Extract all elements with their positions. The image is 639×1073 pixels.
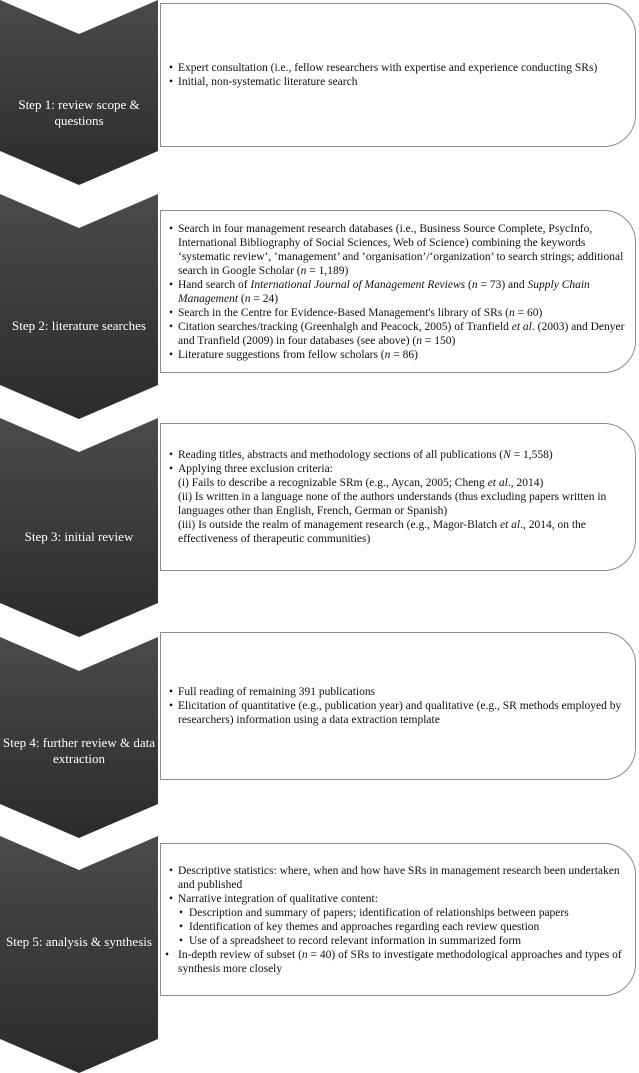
italic-text: Supply Chain Management	[178, 278, 590, 305]
text-segment: Full reading of remaining 391 publications	[178, 686, 376, 698]
text-segment: Citation searches/tracking (Greenhalgh and Peacock, 2005) of Tranfield	[178, 320, 512, 333]
text-segment: Use of a spreadsheet to record relevant information in summarized form	[189, 934, 522, 947]
italic-text: et al	[487, 477, 508, 489]
step-4-list	[169, 685, 627, 727]
text-segment: Literature suggestions from fellow scholars (	[178, 348, 385, 361]
text-segment: (i) Fails to describe a recognizable SRm (e.g., Aycan, 2005; Cheng	[178, 477, 488, 489]
text-segment: Search in the Centre for Evidence-Based Management's library of SRs (	[178, 306, 509, 319]
italic-text: n	[300, 264, 307, 277]
step-3-label: Step 3: initial review	[24, 529, 134, 544]
step-5-box	[160, 843, 636, 996]
step-2-label: Step 2: literature searches	[12, 318, 146, 333]
text-segment: ., 2014, on the effectiveness of therapeutic communities)	[178, 519, 586, 545]
step-4-box	[160, 632, 636, 780]
text-segment: (iii) Is outside the realm of management research (e.g., Magor-Blatch	[178, 519, 500, 531]
italic-text: n	[384, 348, 391, 361]
step-3-item	[169, 518, 627, 546]
text-segment: = 40) of SRs to investigate methodological approaches and types of synthesis more closely	[178, 948, 622, 975]
text-segment: (	[465, 278, 472, 291]
text-segment: Descriptive statistics: where, when and how have SRs in management research been undertaken and published	[178, 864, 620, 891]
step-2-item	[169, 348, 627, 362]
step-4-item	[169, 699, 627, 727]
italic-text: et al	[511, 320, 532, 333]
step-3-item	[169, 448, 627, 462]
step-2-list	[169, 222, 627, 362]
step-2-item	[169, 278, 627, 306]
text-segment: Narrative integration of qualitative content:	[178, 892, 378, 905]
step-5-label: Step 5: analysis & synthesis	[6, 934, 152, 949]
text-segment: Identification of key themes and approaches regarding each review question	[189, 920, 540, 933]
text-segment: Description and summary of papers; identification of relationships between papers	[189, 906, 569, 919]
step-4-label: Step 4: further review & data extraction	[3, 735, 155, 766]
step-2-chevron	[0, 194, 158, 419]
text-segment: Hand search of	[178, 278, 251, 291]
step-2-item	[169, 306, 627, 320]
italic-text: n	[509, 306, 515, 319]
italic-text: n	[244, 292, 251, 305]
text-segment: Expert consultation (i.e., fellow researchers with expertise and experience conducting SRs)	[178, 62, 598, 74]
text-segment: = 1,558)	[510, 449, 553, 461]
text-segment: (	[238, 292, 245, 305]
step-3-item	[169, 476, 627, 490]
step-3-item	[169, 490, 627, 518]
italic-text: N	[503, 449, 511, 461]
step-3-box	[160, 423, 636, 571]
step-2-item	[169, 222, 627, 278]
step-2-item	[169, 320, 627, 348]
step-5-item	[169, 948, 627, 976]
step-3-item	[169, 462, 627, 476]
italic-text: International Journal of Management Reviews	[250, 278, 466, 291]
text-segment: Initial, non-systematic literature search	[178, 76, 358, 88]
step-3-list	[169, 448, 627, 546]
text-segment: Reading titles, abstracts and methodology sections of all publications (	[178, 449, 504, 461]
text-segment: = 24)	[250, 292, 279, 305]
step-5-item	[169, 920, 627, 934]
text-segment: = 73) and	[477, 278, 528, 291]
step-5-list	[169, 864, 627, 976]
italic-text: n	[301, 948, 308, 961]
step-2-box	[160, 210, 636, 373]
text-segment: Applying three exclusion criteria:	[178, 463, 333, 475]
step-1-chevron	[0, 0, 158, 185]
text-segment: Elicitation of quantitative (e.g., publication year) and qualitative (e.g., SR methods employed by researchers) information using a data extraction template	[178, 700, 622, 726]
text-segment: In-depth review of subset (	[178, 948, 302, 961]
step-4-item	[169, 685, 627, 699]
step-1-item	[169, 75, 627, 89]
text-segment: Search in four management research databases (i.e., Business Source Complete, PsycInfo, International Bibliography of Social Sciences, Web of Science) combining the keywords ‘systematic review’, ‘management’ and ‘organisation’/‘organization’ to search strings; additional search in Google Scholar (	[178, 222, 624, 277]
text-segment: (ii) Is written in a language none of the authors understands (thus excluding papers written in languages other than English, French, German or Spanish)	[178, 491, 607, 517]
step-1-label: Step 1: review scope & questions	[18, 97, 140, 128]
text-segment: = 150)	[421, 334, 456, 347]
step-5-item	[169, 906, 627, 920]
text-segment: = 1,189)	[306, 264, 349, 277]
italic-text: n	[416, 334, 422, 347]
italic-text: et al	[499, 519, 521, 531]
step-1-list	[169, 61, 627, 89]
italic-text: n	[471, 278, 478, 291]
text-segment: . (2003) and Denyer and Tranfield (2009) in four databases (see above) (	[178, 320, 625, 347]
step-1-box	[160, 3, 636, 147]
step-5-item	[169, 892, 627, 906]
step-1-item	[169, 61, 627, 75]
step-5-item	[169, 864, 627, 892]
text-segment: = 60)	[514, 306, 543, 319]
step-5-chevron	[0, 836, 158, 1073]
text-segment: ., 2014)	[507, 477, 544, 489]
step-5-item	[169, 934, 627, 948]
step-3-chevron	[0, 418, 158, 637]
text-segment: = 86)	[390, 348, 418, 361]
